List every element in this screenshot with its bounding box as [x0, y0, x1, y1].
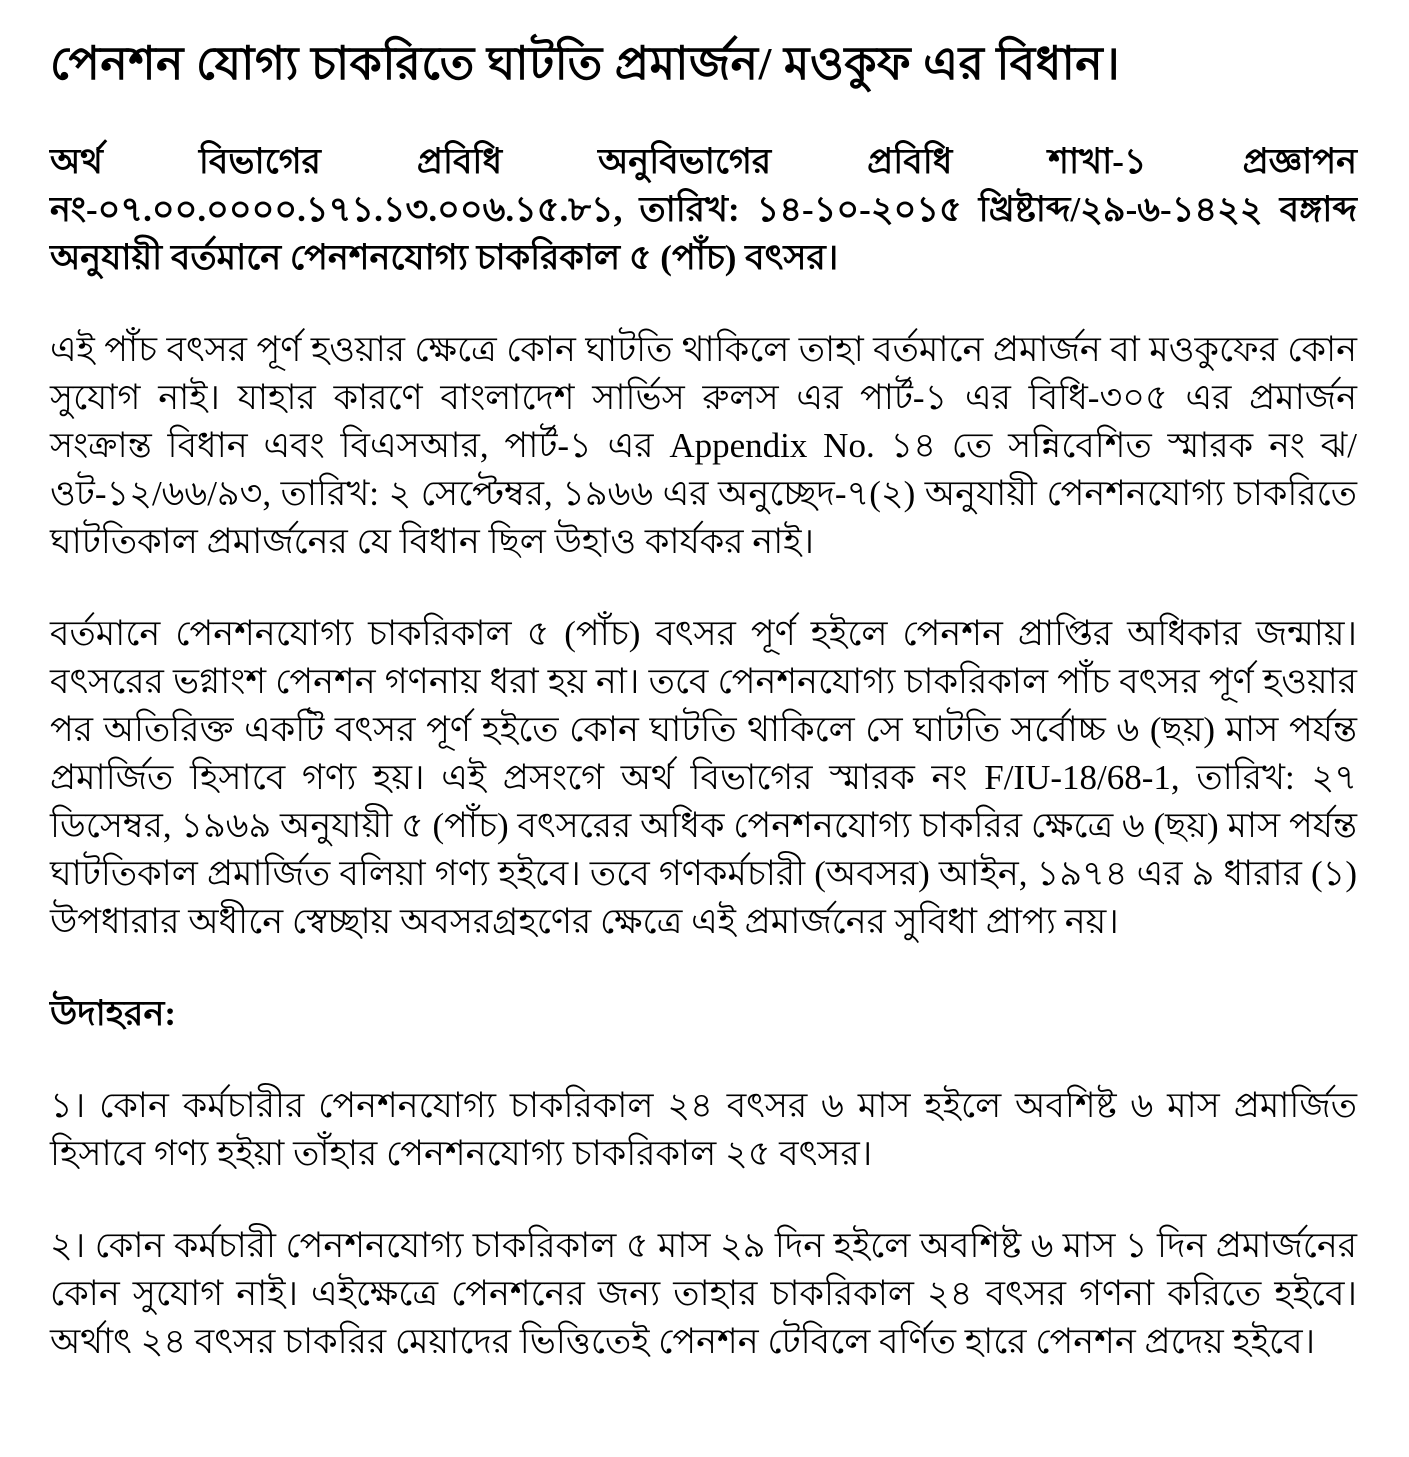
example-1-paragraph: ১। কোন কর্মচারীর পেনশনযোগ্য চাকরিকাল ২৪ বৎসর ৬ মাস হইলে অবশিষ্ট ৬ মাস প্রমার্জিত হিসাবে গণ্য হইয়া তাঁহার পেনশনযোগ্য চাকরিকাল ২৫ বৎসর। [50, 1085, 1357, 1173]
example-2-paragraph: ২। কোন কর্মচারী পেনশনযোগ্য চাকরিকাল ৫ মাস ২৯ দিন হইলে অবশিষ্ট ৬ মাস ১ দিন প্রমার্জনের কোন সুযোগ নাই। এইক্ষেত্রে পেনশনের জন্য তাহার চাকরিকাল ২৪ বৎসর গণনা করিতে হইবে। অর্থাৎ ২৪ বৎসর চাকরির মেয়াদের ভিত্তিতেই পেনশন টেবিলে বর্ণিত হারে পেনশন প্রদেয় হইবে। [50, 1225, 1357, 1361]
examples-heading: উদাহরন: [50, 993, 176, 1033]
deficit-rule-paragraph: এই পাঁচ বৎসর পূর্ণ হওয়ার ক্ষেত্রে কোন ঘাটতি থাকিলে তাহা বর্তমানে প্রমার্জন বা মওকুফের কোন সুযোগ নাই। যাহার কারণে বাংলাদেশ সার্ভিস রুলস এর পার্ট-১ এর বিধি-৩০৫ এর প্রমার্জন সংক্রান্ত বিধান এবং বিএসআর, পার্ট-১ এর Appendix No. ১৪ তে সন্নিবেশিত স্মারক নং ঝ/ওট-১২/৬৬/৯৩, তারিখ: ২ সেপ্টেম্বর, ১৯৬৬ এর অনুচ্ছেদ-৭(২) অনুযায়ী পেনশনযোগ্য চাকরিতে ঘাটতিকাল প্রমার্জনের যে বিধান ছিল উহাও কার্যকর নাই। [50, 329, 1357, 561]
document-title: পেনশন যোগ্য চাকরিতে ঘাটতি প্রমার্জন/ মওকুফ এর বিধান। [50, 38, 1121, 89]
notification-paragraph: অর্থ বিভাগের প্রবিধি অনুবিভাগের প্রবিধি শাখা-১ প্রজ্ঞাপন নং-০৭.০০.০০০০.১৭১.১৩.০০৬.১৫.৮১, তারিখ: ১৪-১০-২০১৫ খ্রিষ্টাব্দ/২৯-৬-১৪২২ বঙ্গাব্দ অনুযায়ী বর্তমানে পেনশনযোগ্য চাকরিকাল ৫ (পাঁচ) বৎসর। [50, 141, 1357, 277]
current-rule-paragraph: বর্তমানে পেনশনযোগ্য চাকরিকাল ৫ (পাঁচ) বৎসর পূর্ণ হইলে পেনশন প্রাপ্তির অধিকার জন্মায়। বৎসরের ভগ্নাংশ পেনশন গণনায় ধরা হয় না। তবে পেনশনযোগ্য চাকরিকাল পাঁচ বৎসর পূর্ণ হওয়ার পর অতিরিক্ত একটি বৎসর পূর্ণ হইতে কোন ঘাটতি থাকিলে সে ঘাটতি সর্বোচ্চ ৬ (ছয়) মাস পর্যন্ত প্রমার্জিত হিসাবে গণ্য হয়। এই প্রসংগে অর্থ বিভাগের স্মারক নং F/IU-18/68-1, তারিখ: ২৭ ডিসেম্বর, ১৯৬৯ অনুযায়ী ৫ (পাঁচ) বৎসরের অধিক পেনশনযোগ্য চাকরির ক্ষেত্রে ৬ (ছয়) মাস পর্যন্ত ঘাটতিকাল প্রমার্জিত বলিয়া গণ্য হইবে। তবে গণকর্মচারী (অবসর) আইন, ১৯৭৪ এর ৯ ধারার (১) উপধারার অধীনে স্বেচ্ছায় অবসরগ্রহণের ক্ষেত্রে এই প্রমার্জনের সুবিধা প্রাপ্য নয়। [50, 613, 1357, 941]
